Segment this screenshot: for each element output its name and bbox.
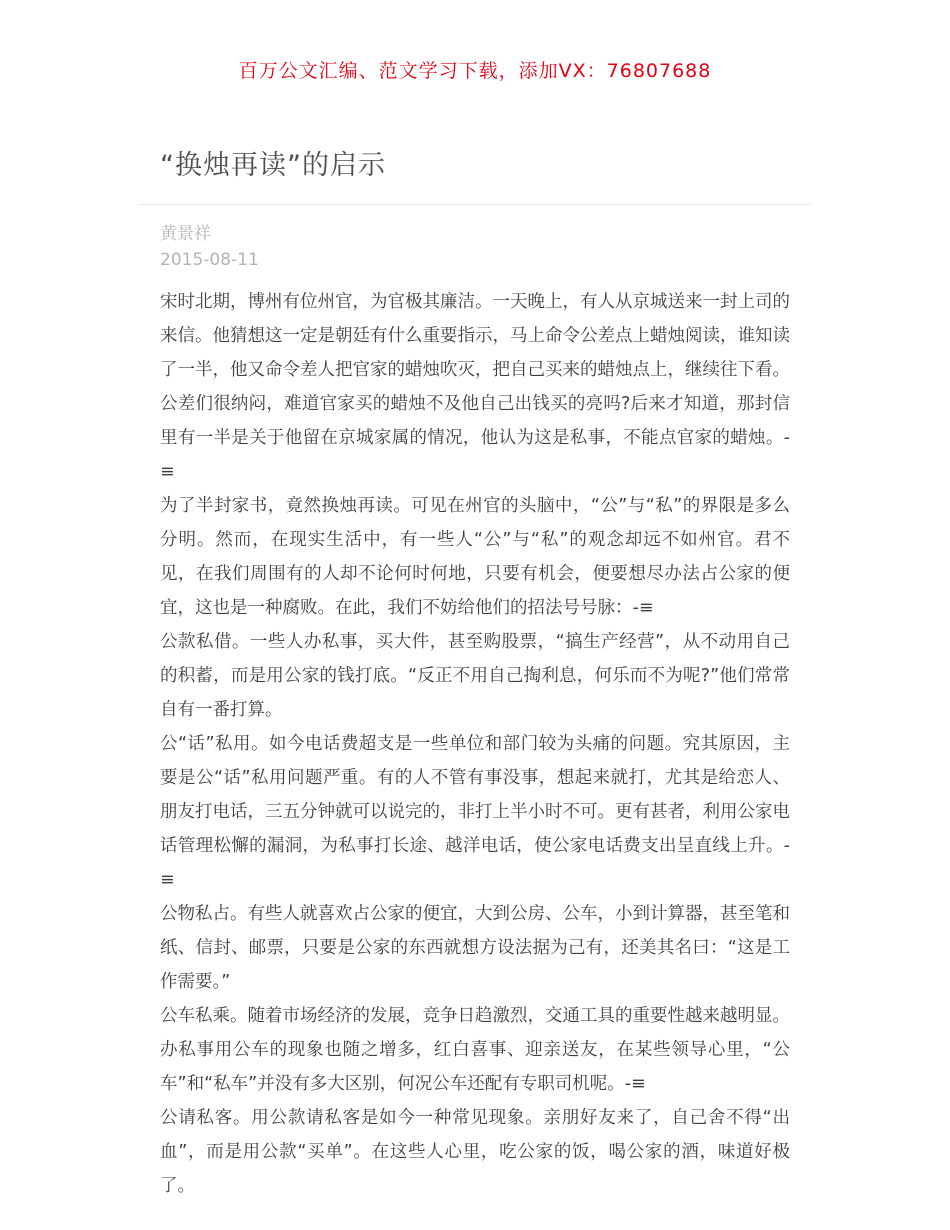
article-body [160, 285, 790, 1203]
paragraph: 公“话”私用。如今电话费超支是一些单位和部门较为头痛的问题。究其原因，主要是公“话”私用问题严重。有的人不管有事没事，想起来就打，尤其是给恋人、朋友打电话，三五分钟就可以说完的，非打上半小时不可。更有甚者，利用公家电话管理松懈的漏洞，为私事打长途、越洋电话，使公家电话费支出呈直线上升。-≡ [160, 734, 790, 890]
title-divider [140, 204, 810, 205]
paragraph: 宋时北期，博州有位州官，为官极其廉洁。一天晚上，有人从京城送来一封上司的来信。他猜想这一定是朝廷有什么重要指示，马上命令公差点上蜡烛阅读，谁知读了一半，他又命令差人把官家的蜡烛吹灭，把自己买来的蜡烛点上，继续往下看。公差们很纳闷，难道官家买的蜡烛不及他自己出钱买的亮吗?后来才知道，那封信里有一半是关于他留在京城家属的情况，他认为这是私事，不能点官家的蜡烛。-≡ [160, 292, 790, 482]
paragraph: 公物私占。有些人就喜欢占公家的便宜，大到公房、公车，小到计算器，甚至笔和纸、信封、邮票，只要是公家的东西就想方设法据为己有，还美其名曰：“这是工作需要。” [160, 904, 790, 992]
article-title: “换烛再读”的启示 [160, 150, 386, 181]
article-content [160, 143, 790, 1203]
paragraph: 为了半封家书，竟然换烛再读。可见在州官的头脑中，“公”与“私”的界限是多么分明。然而，在现实生活中，有一些人“公”与“私”的观念却远不如州官。君不见，在我们周围有的人却不论何时何地，只要有机会，便要想尽办法占公家的便宜，这也是一种腐败。在此，我们不妨给他们的招法号号脉：-≡ [160, 496, 790, 618]
article-meta [160, 221, 790, 273]
paragraph: 公请私客。用公款请私客是如今一种常见现象。亲朋好友来了，自己舍不得“出血”，而是用公款“买单”。在这些人心里，吃公家的饭，喝公家的酒，味道好极了。 [160, 1108, 790, 1196]
paragraph: 公款私借。一些人办私事，买大件，甚至购股票，“搞生产经营”，从不动用自己的积蓄，而是用公家的钱打底。“反正不用自己掏利息，何乐而不为呢?”他们常常自有一番打算。 [160, 632, 790, 720]
article-date: 2015-08-11 [160, 250, 259, 270]
promo-banner-text: 百万公文汇编、范文学习下载，添加VX：76807688 [238, 60, 712, 82]
article-author: 黄景祥 [160, 224, 211, 244]
paragraph: 公车私乘。随着市场经济的发展，竞争日趋激烈，交通工具的重要性越来越明显。办私事用公车的现象也随之增多，红白喜事、迎亲送友，在某些领导心里，“公车”和“私车”并没有多大区别，何况公车还配有专职司机呢。-≡ [160, 1006, 790, 1094]
